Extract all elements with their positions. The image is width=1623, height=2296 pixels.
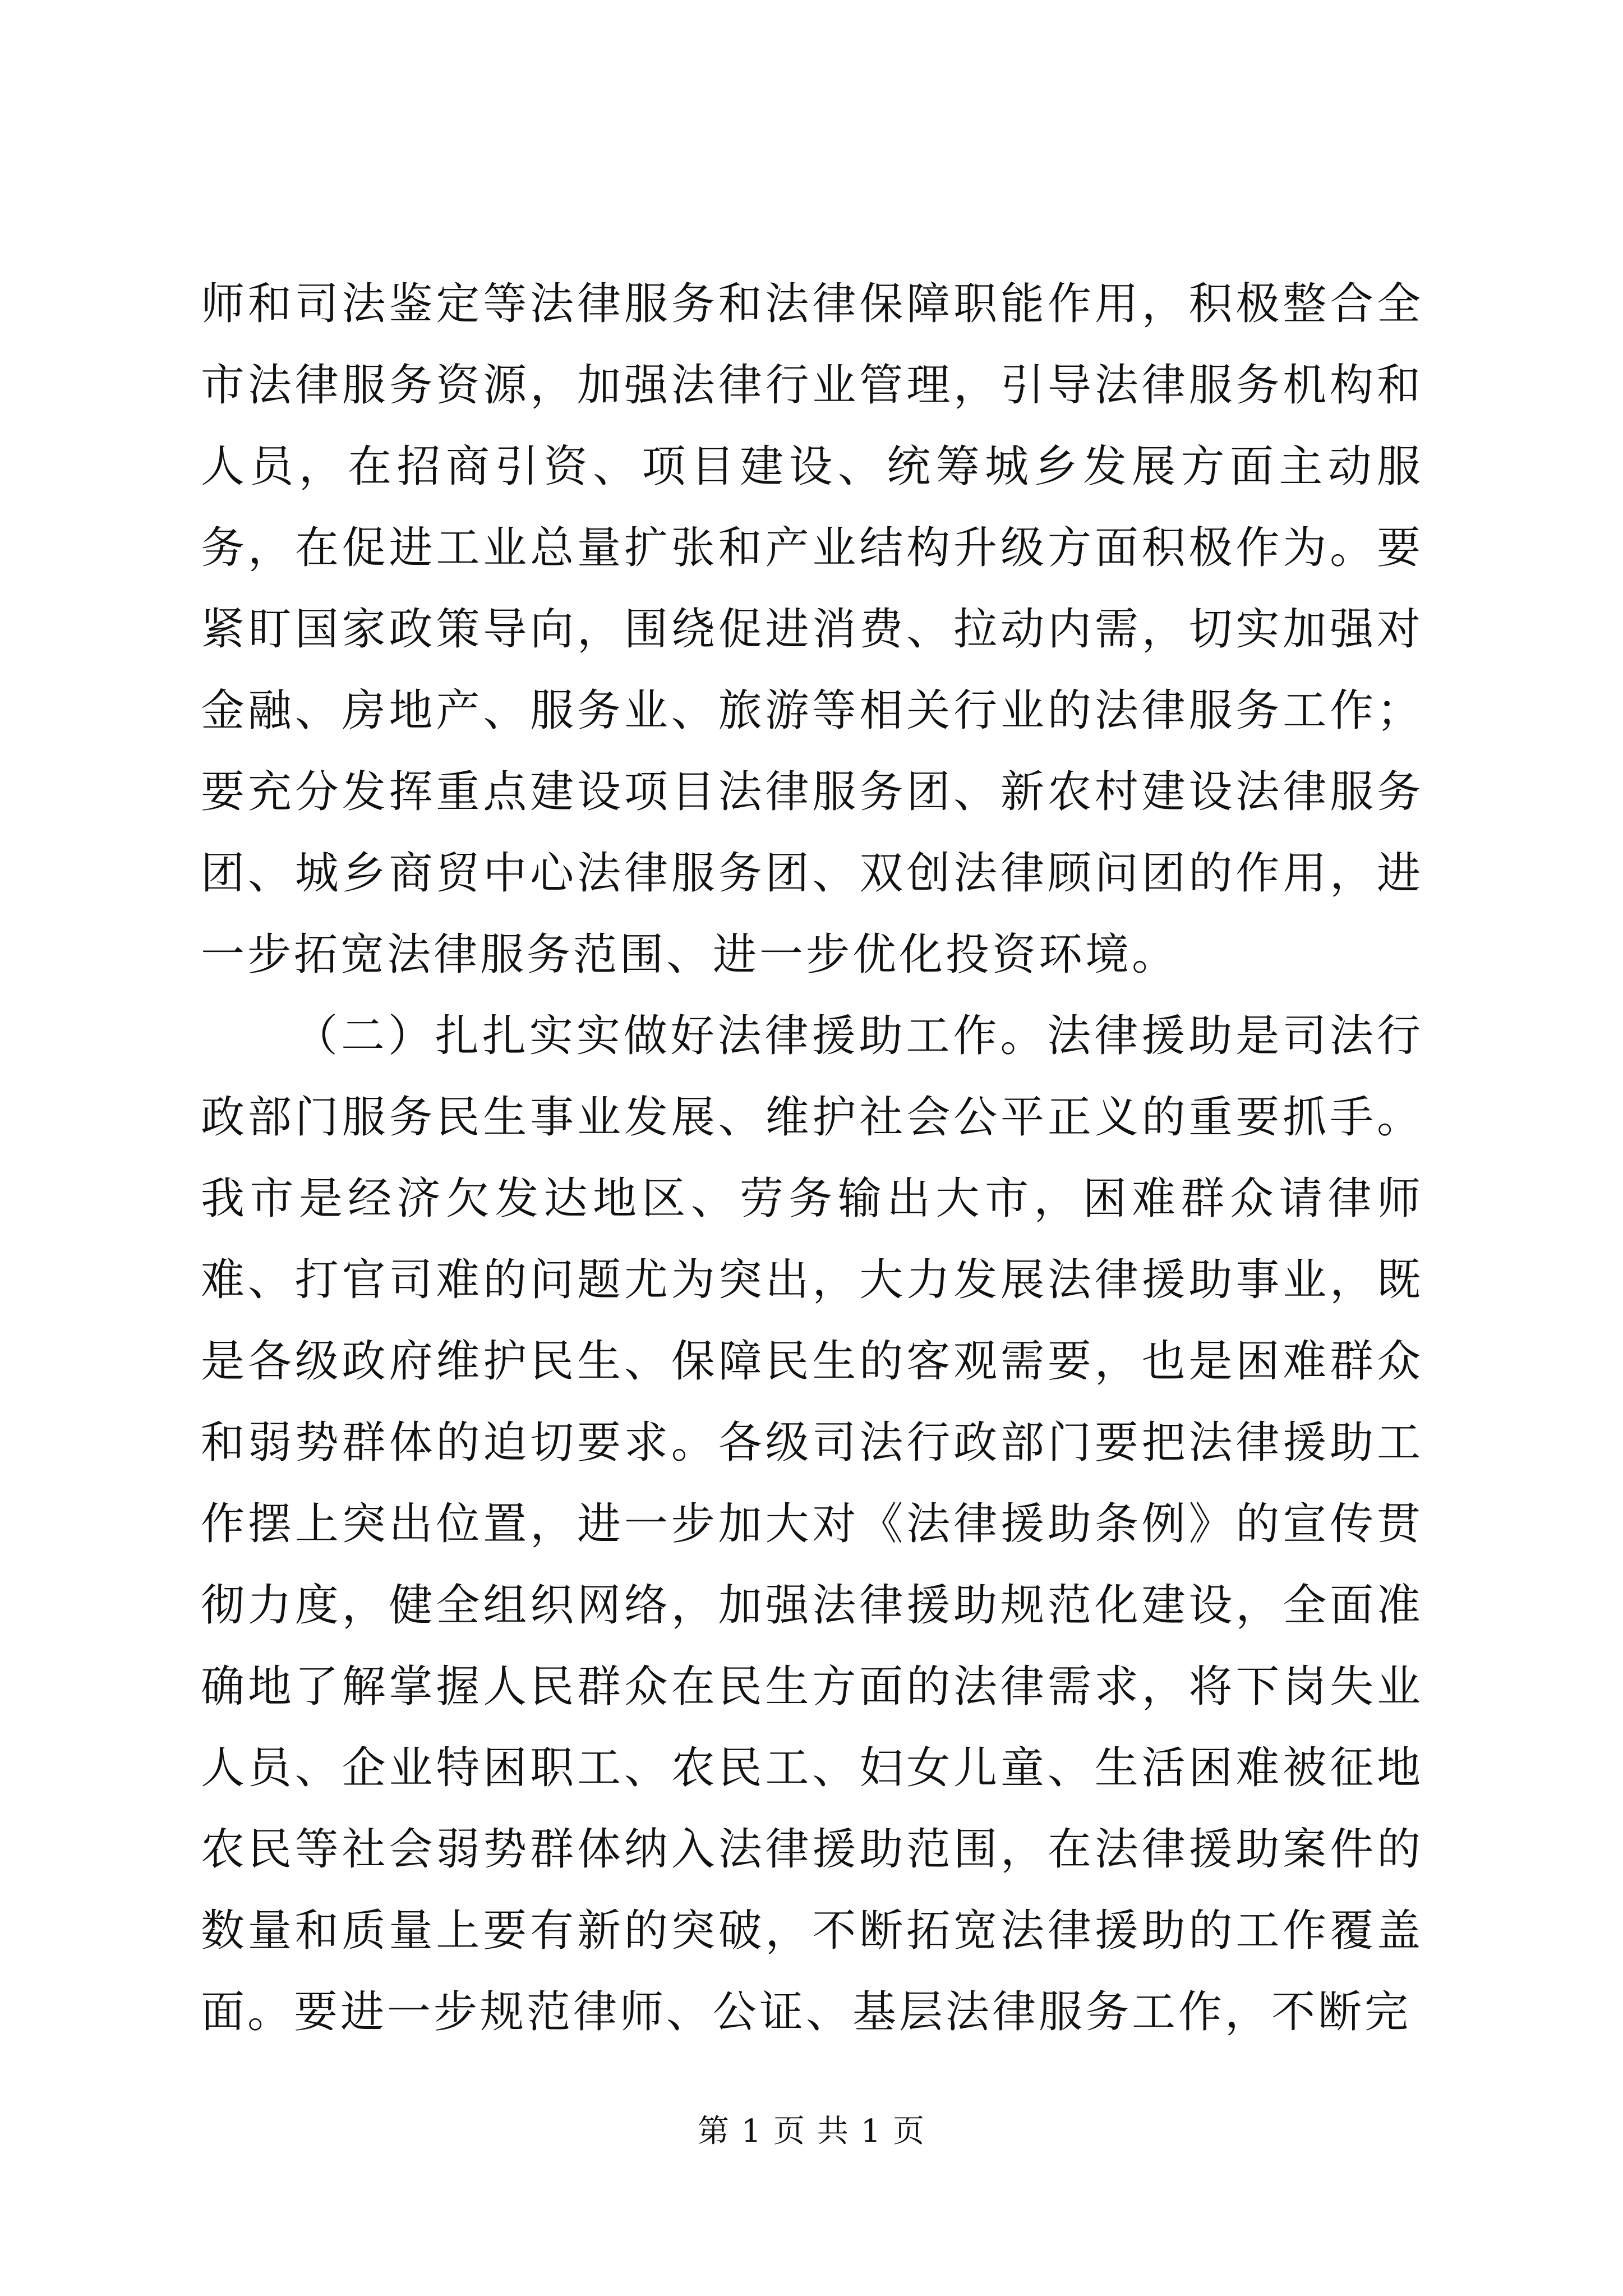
paragraph-2: （二）扎扎实实做好法律援助工作。法律援助是司法行政部门服务民生事业发展、维护社会公平正义的重要抓手。我市是经济欠发达地区、劳务输出大市，困难群众请律师难、打官司难的问题尤为突出，大力发展法律援助事业，既是各级政府维护民生、保障民生的客观需要，也是困难群众和弱势群体的迫切要求。各级司法行政部门要把法律援助工作摆上突出位置，进一步加大对《法律援助条例》的宣传贯彻力度，健全组织网络，加强法律援助规范化建设，全面准确地了解掌握人民群众在民生方面的法律需求，将下岗失业人员、企业特困职工、农民工、妇女儿童、生活困难被征地农民等社会弱势群体纳入法律援助范围，在法律援助案件的数量和质量上要有新的突破，不断拓宽法律援助的工作覆盖面。要进一步规范律师、公证、基层法律服务工作，不断完 — [201, 1011, 1423, 2037]
page-footer: 第 1 页 共 1 页 — [697, 2113, 926, 2150]
body-text — [201, 264, 1423, 2053]
paragraph-1: 师和司法鉴定等法律服务和法律保障职能作用，积极整合全市法律服务资源，加强法律行业管理，引导法律服务机构和人员，在招商引资、项目建设、统筹城乡发展方面主动服务，在促进工业总量扩张和产业结构升级方面积极作为。要紧盯国家政策导向，围绕促进消费、拉动内需，切实加强对金融、房地产、服务业、旅游等相关行业的法律服务工作；要充分发挥重点建设项目法律服务团、新农村建设法律服务团、城乡商贸中心法律服务团、双创法律顾问团的作用，进一步拓宽法律服务范围、进一步优化投资环境。 — [201, 279, 1423, 980]
